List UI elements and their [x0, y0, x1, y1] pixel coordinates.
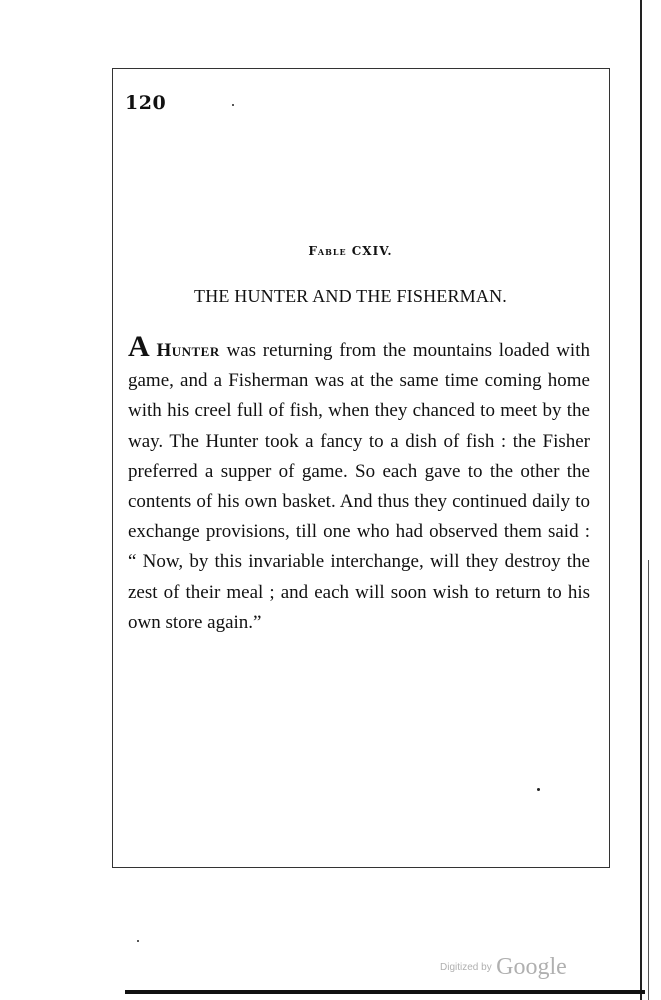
drop-cap: A: [128, 330, 150, 363]
fable-body: [128, 332, 590, 638]
fable-number: Fable CXIV.: [308, 244, 393, 258]
page-number: 120: [125, 92, 167, 114]
fable-text: was returning from the mountains loaded with game, and a Fisherman was at the same time coming home with his creel full of fish, when they chanced to meet by the way. The Hunter took a fancy to a dish of fish : the Fisher preferred a supper of game. So each gave to the other the contents of his own basket. And thus they continued daily to exchange provisions, till one who had observed them said : “ Now, by this invariable interchange, will they destroy the zest of their meal ; and each will soon wish to return to his own store again.”: [128, 340, 590, 633]
bottom-rule: [125, 990, 645, 994]
lead-word: Hunter: [156, 340, 220, 361]
ink-speck: [137, 940, 139, 942]
digitized-watermark: [440, 954, 567, 981]
watermark-prefix: Digitized by: [440, 962, 492, 973]
ink-speck: [537, 788, 540, 791]
fable-title: THE HUNTER AND THE FISHERMAN.: [194, 286, 507, 306]
scan-edge-line: [640, 0, 642, 1000]
watermark-brand: Google: [496, 954, 567, 980]
ink-speck: [232, 104, 234, 106]
scan-edge-line-secondary: [648, 560, 649, 1000]
